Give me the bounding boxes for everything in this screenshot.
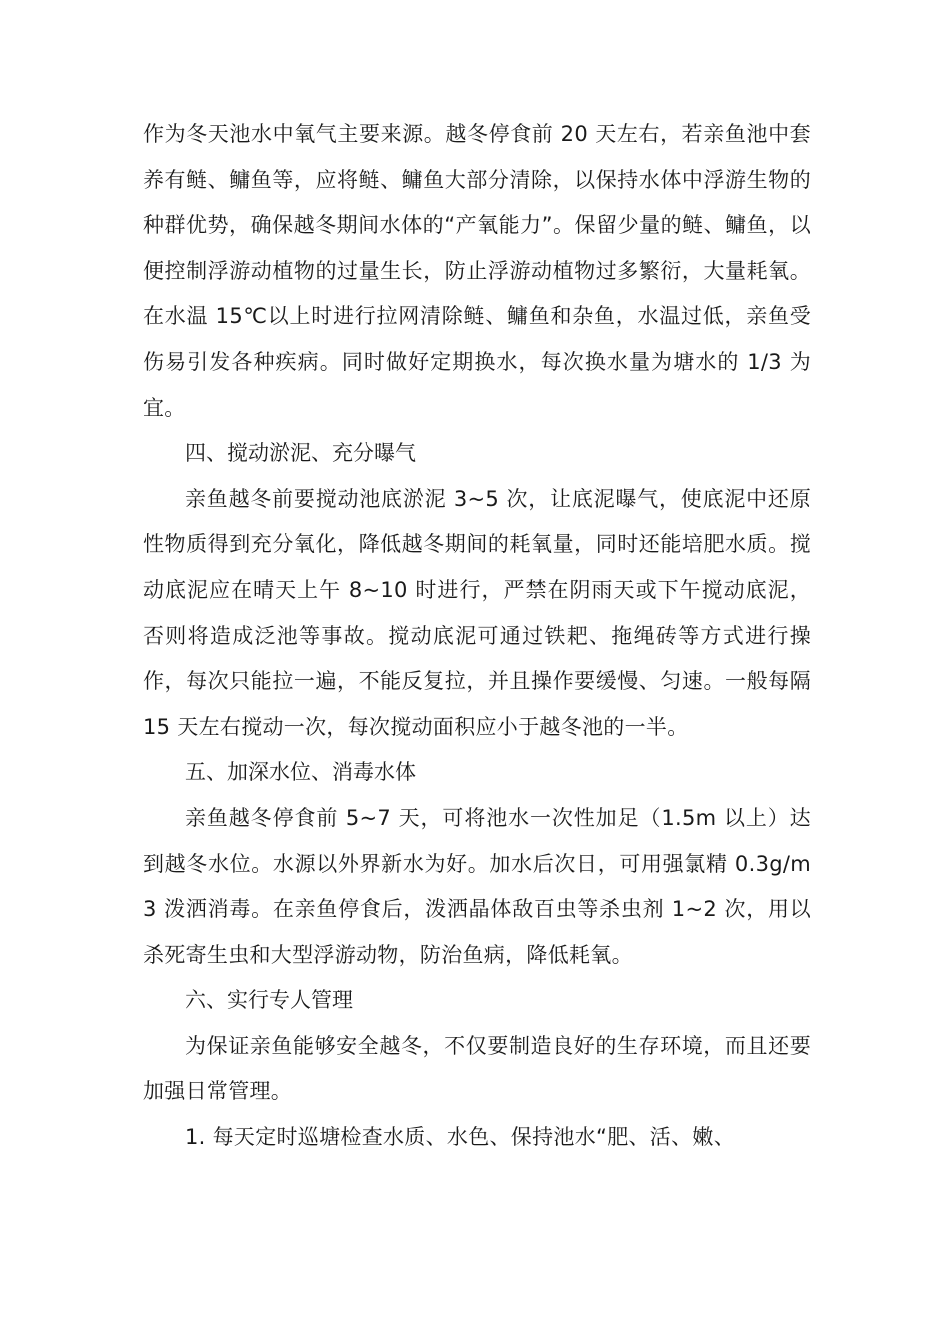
paragraph-oxygen-source: 作为冬天池水中氧气主要来源。越冬停食前 20 天左右，若亲鱼池中套养有鲢、鳙鱼等，应将鲢、鳙鱼大部分清除，以保持水体中浮游生物的种群优势，确保越冬期间水体的“产氧能力”。保留少量的鲢、鳙鱼，以便控制浮游动植物的过量生长，防止浮游动植物过多繁衍，大量耗氧。在水温 15℃以上时进行拉网清除鲢、鳙鱼和杂鱼，水温过低，亲鱼受伤易引发各种疾病。同时做好定期换水，每次换水量为塘水的 1/3 为宜。 — [143, 122, 811, 420]
list-item-1: 1. 每天定时巡塘检查水质、水色、保持池水“肥、活、嫩、 — [185, 1125, 735, 1150]
section-heading-5: 五、加深水位、消毒水体 — [185, 760, 416, 785]
paragraph-management-intro: 为保证亲鱼能够安全越冬，不仅要制造良好的生存环境，而且还要加强日常管理。 — [143, 1033, 811, 1104]
document-body — [143, 112, 811, 1161]
section-heading-4: 四、搅动淤泥、充分曝气 — [185, 441, 416, 466]
section-heading-6: 六、实行专人管理 — [185, 988, 353, 1013]
paragraph-stir-mud: 亲鱼越冬前要搅动池底淤泥 3~5 次，让底泥曝气，使底泥中还原性物质得到充分氧化，降低越冬期间的耗氧量，同时还能培肥水质。搅动底泥应在晴天上午 8~10 时进行，严禁在阴雨天或下午搅动底泥，否则将造成泛池等事故。搅动底泥可通过铁耙、拖绳砖等方式进行操作，每次只能拉一遍，不能反复拉，并且操作要缓慢、匀速。一般每隔 15 天左右搅动一次，每次搅动面积应小于越冬池的一半。 — [143, 486, 811, 739]
paragraph-water-level: 亲鱼越冬停食前 5~7 天，可将池水一次性加足（1.5m 以上）达到越冬水位。水源以外界新水为好。加水后次日，可用强氯精 0.3g/m 3 泼洒消毒。在亲鱼停食后，泼洒晶体敌百虫等杀虫剂 1~2 次，用以杀死寄生虫和大型浮游动物，防治鱼病，降低耗氧。 — [143, 805, 811, 967]
